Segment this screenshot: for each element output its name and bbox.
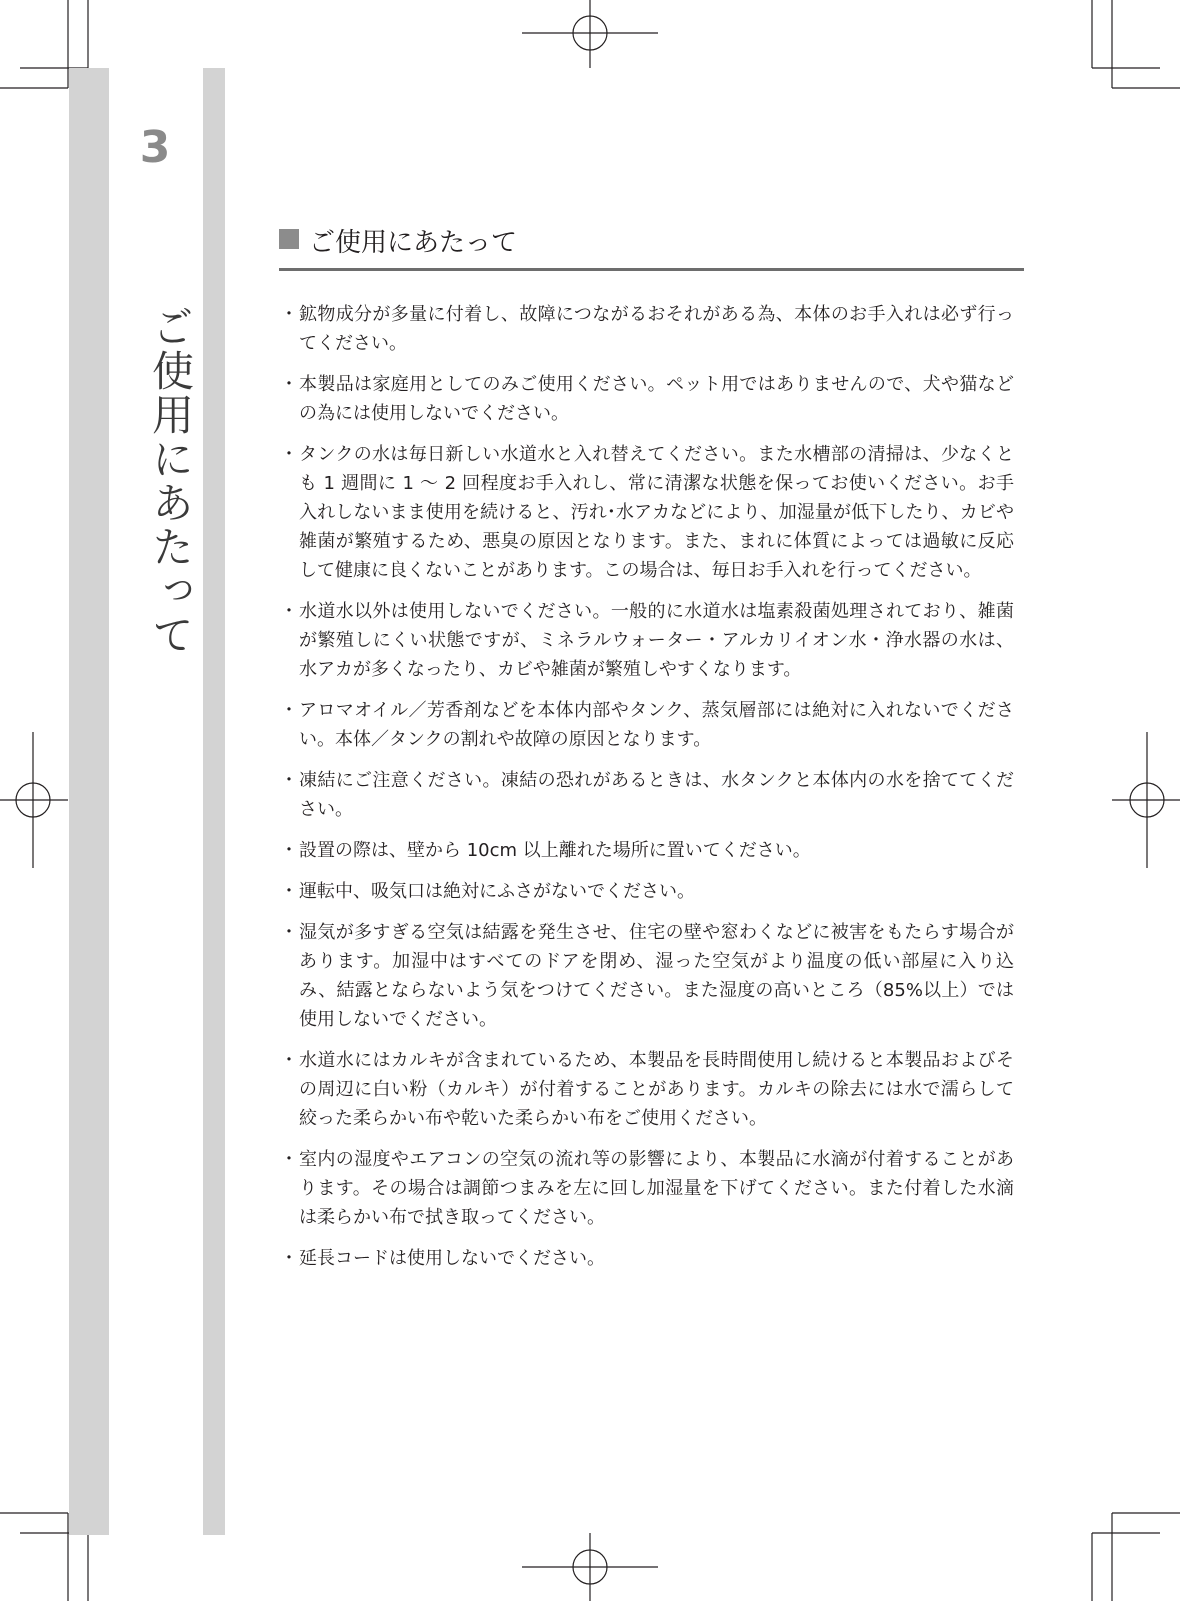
usage-notes-list xyxy=(279,300,1014,1285)
note-text: 室内の湿度やエアコンの空気の流れ等の影響により、本製品に水滴が付着することがあります。その場合は調節つまみを左に回し加湿量を下げてください。また付着した水滴は柔らかい布で拭き取ってください。 xyxy=(299,1149,1014,1228)
list-item xyxy=(279,766,1014,824)
sidebar-right-bar xyxy=(203,68,225,1535)
note-text: 設置の際は、壁から 10cm 以上離れた場所に置いてください。 xyxy=(299,840,811,861)
list-item xyxy=(279,696,1014,754)
list-item xyxy=(279,877,1014,906)
bullet-icon: ・ xyxy=(280,304,298,325)
bullet-icon: ・ xyxy=(280,770,298,791)
list-item xyxy=(279,836,1014,865)
heading-square-icon xyxy=(279,229,299,249)
note-text: 延長コードは使用しないでください。 xyxy=(299,1248,605,1269)
note-text: 運転中、吸気口は絶対にふさがないでください。 xyxy=(299,881,695,902)
bullet-icon: ・ xyxy=(280,840,298,861)
bullet-icon: ・ xyxy=(280,1149,298,1170)
section-heading xyxy=(279,222,1024,271)
note-text: タンクの水は毎日新しい水道水と入れ替えてください。また水槽部の清掃は、少なくとも 1 週間に 1 ～ 2 回程度お手入れし、常に清潔な状態を保ってお使いください。お手入れしないまま使用を続けると、汚れ･水アカなどにより、加湿量が低下したり、カビや雑菌が繁殖するため、悪臭の原因となります。また、まれに体質によっては過敏に反応して健康に良くないことがあります。この場合は、毎日お手入れを行ってください。 xyxy=(299,444,1014,581)
list-item xyxy=(279,1046,1014,1133)
bullet-icon: ・ xyxy=(280,922,298,943)
list-item xyxy=(279,1244,1014,1273)
list-item xyxy=(279,1145,1014,1232)
note-text: 本製品は家庭用としてのみご使用ください。ペット用ではありませんので、犬や猫などの為には使用しないでください。 xyxy=(299,374,1014,424)
bullet-icon: ・ xyxy=(280,444,298,465)
bullet-icon: ・ xyxy=(280,881,298,902)
page-number: 3 xyxy=(139,122,171,173)
note-text: アロマオイル／芳香剤などを本体内部やタンク、蒸気層部には絶対に入れないでください。本体／タンクの割れや故障の原因となります。 xyxy=(299,700,1014,750)
note-text: 水道水にはカルキが含まれているため、本製品を長時間使用し続けると本製品およびその周辺に白い粉（カルキ）が付着することがあります。カルキの除去には水で濡らして絞った柔らかい布や乾いた柔らかい布をご使用ください。 xyxy=(299,1050,1014,1129)
note-text: 水道水以外は使用しないでください。一般的に水道水は塩素殺菌処理されており、雑菌が繁殖しにくい状態ですが、ミネラルウォーター・アルカリイオン水・浄水器の水は、水アカが多くなったり、カビや雑菌が繁殖しやすくなります。 xyxy=(299,601,1014,680)
bullet-icon: ・ xyxy=(280,601,298,622)
sidebar-left-bar xyxy=(69,68,109,1535)
list-item xyxy=(279,300,1014,358)
bullet-icon: ・ xyxy=(280,374,298,395)
bullet-icon: ・ xyxy=(280,1050,298,1071)
list-item xyxy=(279,597,1014,684)
note-text: 凍結にご注意ください。凍結の恐れがあるときは、水タンクと本体内の水を捨ててください。 xyxy=(299,770,1014,820)
bullet-icon: ・ xyxy=(280,1248,298,1269)
list-item xyxy=(279,370,1014,428)
list-item xyxy=(279,918,1014,1034)
note-text: 鉱物成分が多量に付着し、故障につながるおそれがある為、本体のお手入れは必ず行ってください。 xyxy=(299,304,1014,354)
vertical-section-title: ご使用にあたって xyxy=(146,305,195,657)
section-title: ご使用にあたって xyxy=(309,228,518,258)
bullet-icon: ・ xyxy=(280,700,298,721)
note-text: 湿気が多すぎる空気は結露を発生させ、住宅の壁や窓わくなどに被害をもたらす場合があります。加湿中はすべてのドアを閉め、湿った空気がより温度の低い部屋に入り込み、結露とならないよう気をつけてください。また湿度の高いところ（85%以上）では使用しないでください。 xyxy=(299,922,1014,1030)
list-item xyxy=(279,440,1014,585)
